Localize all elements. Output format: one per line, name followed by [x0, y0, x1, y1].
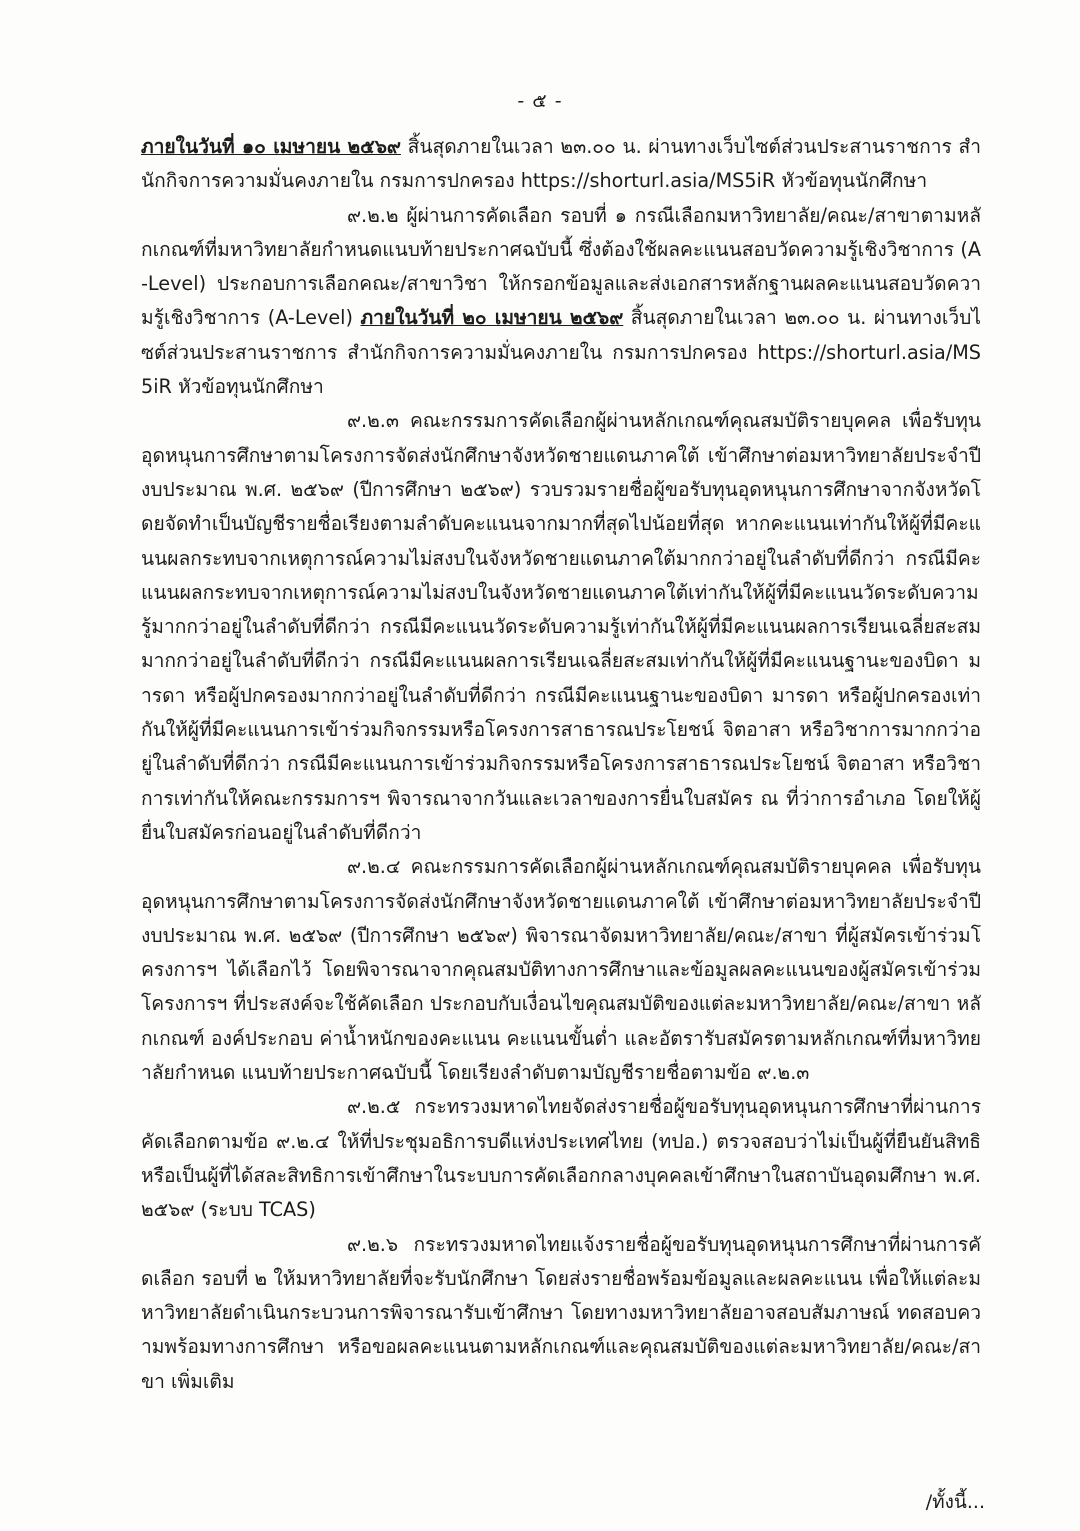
- paragraph-continuation: [141, 130, 981, 199]
- paragraph-text: ๙.๒.๓ คณะกรรมการคัดเลือกผู้ผ่านหลักเกณฑ์คุณสมบัติรายบุคคล เพื่อรับทุนอุดหนุนการศึกษาตามโครงการจัดส่งนักศึกษาจังหวัดชายแดนภาคใต้ เข้าศึกษาต่อมหาวิทยาลัยประจำปีงบประมาณ พ.ศ. ๒๕๖๙ (ปีการศึกษา ๒๕๖๙) รวบรวมรายชื่อผู้ขอรับทุนอุดหนุนการศึกษาจากจังหวัดโดยจัดทำเป็นบัญชีรายชื่อเรียงตามลำดับคะแนนจากมากที่สุดไปน้อยที่สุด หากคะแนนเท่ากันให้ผู้ที่มีคะแนนผลกระทบจากเหตุการณ์ความไม่สงบในจังหวัดชายแดนภาคใต้มากกว่าอยู่ในลำดับที่ดีกว่า กรณีมีคะแนนผลกระทบจากเหตุการณ์ความไม่สงบในจังหวัดชายแดนภาคใต้เท่ากันให้ผู้ที่มีคะแนนวัดระดับความรู้มากกว่าอยู่ในลำดับที่ดีกว่า กรณีมีคะแนนวัดระดับความรู้เท่ากันให้ผู้ที่มีคะแนนผลการเรียนเฉลี่ยสะสมมากกว่าอยู่ในลำดับที่ดีกว่า กรณีมีคะแนนผลการเรียนเฉลี่ยสะสมเท่ากันให้ผู้ที่มีคะแนนฐานะของบิดา มารดา หรือผู้ปกครองมากกว่าอยู่ในลำดับที่ดีกว่า กรณีมีคะแนนฐานะของบิดา มารดา หรือผู้ปกครองเท่ากันให้ผู้ที่มีคะแนนการเข้าร่วมกิจกรรมหรือโครงการสาธารณประโยชน์ จิตอาสา หรือวิชาการมากกว่าอยู่ในลำดับที่ดีกว่า กรณีมีคะแนนการเข้าร่วมกิจกรรมหรือโครงการสาธารณประโยชน์ จิตอาสา หรือวิชาการเท่ากันให้คณะกรรมการฯ พิจารณาจากวันและเวลาของการยื่นใบสมัคร ณ ที่ว่าการอำเภอ โดยให้ผู้ยื่นใบสมัครก่อนอยู่ในลำดับที่ดีกว่า: [141, 409, 981, 844]
- deadline-emphasis: ภายในวันที่ ๑๐ เมษายน ๒๕๖๙: [141, 135, 401, 158]
- paragraph-text: ๙.๒.๔ คณะกรรมการคัดเลือกผู้ผ่านหลักเกณฑ์คุณสมบัติรายบุคคล เพื่อรับทุนอุดหนุนการศึกษาตามโครงการจัดส่งนักศึกษาจังหวัดชายแดนภาคใต้ เข้าศึกษาต่อมหาวิทยาลัยประจำปีงบประมาณ พ.ศ. ๒๕๖๙ (ปีการศึกษา ๒๕๖๙) พิจารณาจัดมหาวิทยาลัย/คณะ/สาขา ที่ผู้สมัครเข้าร่วมโครงการฯ ได้เลือกไว้ โดยพิจารณาจากคุณสมบัติทางการศึกษาและข้อมูลผลคะแนนของผู้สมัครเข้าร่วมโครงการฯ ที่ประสงค์จะใช้คัดเลือก ประกอบกับเงื่อนไขคุณสมบัติของแต่ละมหาวิทยาลัย/คณะ/สาขา หลักเกณฑ์ องค์ประกอบ ค่าน้ำหนักของคะแนน คะแนนขั้นต่ำ และอัตรารับสมัครตามหลักเกณฑ์ที่มหาวิทยาลัยกำหนด แนบท้ายประกาศฉบับนี้ โดยเรียงลำดับตามบัญชีรายชื่อตามข้อ ๙.๒.๓: [141, 855, 981, 1085]
- deadline-emphasis: ภายในวันที่ ๒๐ เมษายน ๒๕๖๙: [360, 306, 624, 330]
- paragraph-text: ๙.๒.๕ กระทรวงมหาดไทยจัดส่งรายชื่อผู้ขอรับทุนอุดหนุนการศึกษาที่ผ่านการคัดเลือกตามข้อ ๙.๒.๔ ให้ที่ประชุมอธิการบดีแห่งประเทศไทย (ทปอ.) ตรวจสอบว่าไม่เป็นผู้ที่ยืนยันสิทธิหรือเป็นผู้ที่ได้สละสิทธิการเข้าศึกษาในระบบการคัดเลือกกลางบุคคลเข้าศึกษาในสถาบันอุดมศึกษา พ.ศ. ๒๕๖๙ (ระบบ TCAS): [141, 1095, 981, 1222]
- paragraph-text: ๙.๒.๖ กระทรวงมหาดไทยแจ้งรายชื่อผู้ขอรับทุนอุดหนุนการศึกษาที่ผ่านการคัดเลือก รอบที่ ๒ ให้มหาวิทยาลัยที่จะรับนักศึกษา โดยส่งรายชื่อพร้อมข้อมูลและผลคะแนน เพื่อให้แต่ละมหาวิทยาลัยดำเนินกระบวนการพิจารณารับเข้าศึกษา โดยทางมหาวิทยาลัยอาจสอบสัมภาษณ์ ทดสอบความพร้อมทางการศึกษา หรือขอผลคะแนนตามหลักเกณฑ์และคุณสมบัติของแต่ละมหาวิทยาลัย/คณะ/สาขา เพิ่มเติม: [141, 1232, 981, 1393]
- paragraph-9-2-4: [141, 850, 981, 1090]
- continued-marker: /ทั้งนี้...: [925, 1491, 985, 1513]
- paragraph-text: สิ้นสุดภายในเวลา ๒๓.๐๐ น. ผ่านทางเว็บไซต์ส่วนประสานราชการ สำนักกิจการความมั่นคงภายใน กรมการปกครอง https://shorturl.asia/MS5iR หัวข้อทุนนักศึกษา: [141, 306, 981, 399]
- paragraph-9-2-6: [141, 1228, 981, 1399]
- page-number: - ๕ -: [517, 90, 563, 112]
- document-body: [141, 130, 981, 1399]
- paragraph-text: สิ้นสุดภายในเวลา ๒๓.๐๐ น. ผ่านทางเว็บไซต์ส่วนประสานราชการ สำนักกิจการความมั่นคงภายใน กรมการปกครอง https://shorturl.asia/MS5iR หัวข้อทุนนักศึกษา: [141, 135, 981, 193]
- paragraph-9-2-2: [141, 199, 981, 405]
- paragraph-9-2-5: [141, 1090, 981, 1227]
- paragraph-9-2-3: [141, 404, 981, 850]
- paragraph-text: ๙.๒.๒ ผู้ผ่านการคัดเลือก รอบที่ ๑ กรณีเลือกมหาวิทยาลัย/คณะ/สาขาตามหลักเกณฑ์ที่มหาวิทยาลัยกำหนดแนบท้ายประกาศฉบับนี้ ซึ่งต้องใช้ผลคะแนนสอบวัดความรู้เชิงวิชาการ (A-Level) ประกอบการเลือกคณะ/สาขาวิชา ให้กรอกข้อมูลและส่งเอกสารหลักฐานผลคะแนนสอบวัดความรู้เชิงวิชาการ (A-Level): [141, 203, 981, 330]
